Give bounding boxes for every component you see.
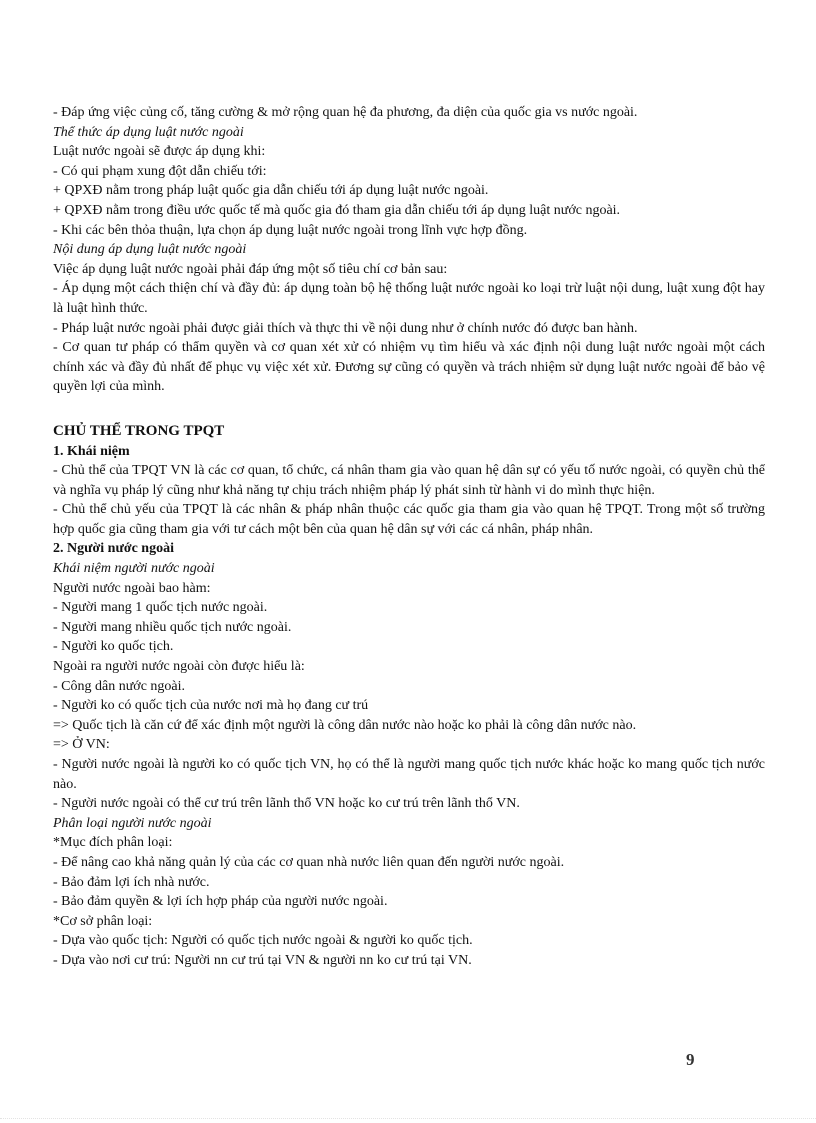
paragraph: + QPXĐ nằm trong pháp luật quốc gia dẫn chiếu tới áp dụng luật nước ngoài.	[53, 183, 489, 199]
heading-nguoi-nuoc-ngoai: 2. Người nước ngoài	[53, 541, 174, 557]
paragraph: + QPXĐ nằm trong điều ước quốc tế mà quốc gia đó tham gia dẫn chiếu tới áp dụng luật nước ngoài.	[53, 202, 621, 218]
page-number: 9	[686, 1050, 695, 1069]
subheading-the-thuc: Thể thức áp dụng luật nước ngoài	[53, 124, 244, 140]
list-item: - Người nước ngoài là người ko có quốc tịch VN, họ có thể là người mang quốc tịch nước khác hoặc ko mang quốc tịch nước nào.	[53, 757, 765, 792]
subheading-noi-dung: Nội dung áp dụng luật nước ngoài	[53, 242, 247, 258]
paragraph: - Chủ thể của TPQT VN là các cơ quan, tổ chức, cá nhân tham gia vào quan hệ dân sự có yếu tố nước ngoài, có quyền chủ thể và nghĩa vụ pháp lý cũng như khả năng tự chịu trách nhiệm pháp lý phát sinh từ hành vi do mình thực hiện.	[53, 463, 765, 498]
list-item: - Người ko có quốc tịch của nước nơi mà họ đang cư trú	[53, 698, 369, 714]
list-item: - Dựa vào quốc tịch: Người có quốc tịch nước ngoài & người ko quốc tịch.	[53, 933, 473, 949]
footer-divider	[0, 1118, 816, 1119]
paragraph: => Ở VN:	[53, 737, 110, 753]
paragraph: - Áp dụng một cách thiện chí và đầy đủ: áp dụng toàn bộ hệ thống luật nước ngoài ko loại trừ luật nội dung, luật xung đột hay là luật hình thức.	[53, 281, 765, 316]
subheading-phan-loai: Phân loại người nước ngoài	[53, 815, 212, 831]
paragraph: *Mục đích phân loại:	[53, 835, 173, 851]
paragraph: *Cơ sở phân loại:	[53, 913, 153, 929]
list-item: - Bảo đảm lợi ích nhà nước.	[53, 874, 210, 890]
list-item: - Công dân nước ngoài.	[53, 678, 186, 694]
list-item: - Người nước ngoài có thể cư trú trên lãnh thổ VN hoặc ko cư trú trên lãnh thổ VN.	[53, 796, 520, 812]
paragraph: - Cơ quan tư pháp có thẩm quyền và cơ quan xét xử có nhiệm vụ tìm hiểu và xác định nội dung luật nước ngoài một cách chính xác và đầy đủ nhất để phục vụ việc xét xử. Đương sự cũng có quyền và trách nhiệm sử dụng luật nước ngoài để bảo vệ quyền lợi của mình.	[53, 340, 765, 395]
list-item: - Người mang 1 quốc tịch nước ngoài.	[53, 600, 268, 616]
list-item: - Dựa vào nơi cư trú: Người nn cư trú tại VN & người nn ko cư trú tại VN.	[53, 952, 472, 968]
paragraph: Luật nước ngoài sẽ được áp dụng khi:	[53, 144, 266, 160]
paragraph: Việc áp dụng luật nước ngoài phải đáp ứng một số tiêu chí cơ bản sau:	[53, 261, 448, 277]
paragraph: - Pháp luật nước ngoài phải được giải thích và thực thi về nội dung như ở chính nước đó được ban hành.	[53, 320, 638, 336]
list-item: - Bảo đảm quyền & lợi ích hợp pháp của người nước ngoài.	[53, 894, 388, 910]
paragraph: - Khi các bên thỏa thuận, lựa chọn áp dụng luật nước ngoài trong lĩnh vực hợp đồng.	[53, 222, 528, 238]
paragraph: Người nước ngoài bao hàm:	[53, 580, 211, 596]
section-gap	[53, 397, 765, 420]
subheading-khai-niem-nnn: Khái niệm người nước ngoài	[53, 561, 215, 577]
list-item: - Người ko quốc tịch.	[53, 639, 174, 655]
list-item: - Người mang nhiều quốc tịch nước ngoài.	[53, 619, 292, 635]
paragraph: Ngoài ra người nước ngoài còn được hiểu là:	[53, 659, 305, 675]
heading-khai-niem: 1. Khái niệm	[53, 443, 130, 459]
paragraph: - Chủ thể chủ yếu của TPQT là các nhân & pháp nhân thuộc các quốc gia tham gia vào quan hệ TPQT. Trong một số trường hợp quốc gia cũng tham gia với tư cách một bên của quan hệ dân sự với các cá nhân, pháp nhân.	[53, 502, 765, 537]
section-title: CHỦ THỂ TRONG TPQT	[53, 422, 225, 439]
paragraph: - Có qui phạm xung đột dẫn chiếu tới:	[53, 163, 267, 179]
document-page	[53, 103, 765, 971]
list-item: - Để nâng cao khả năng quản lý của các cơ quan nhà nước liên quan đến người nước ngoài.	[53, 854, 565, 870]
paragraph: => Quốc tịch là căn cứ để xác định một người là công dân nước nào hoặc ko phải là công dân nước nào.	[53, 717, 637, 733]
paragraph: - Đáp ứng việc củng cố, tăng cường & mở rộng quan hệ đa phương, đa diện của quốc gia vs nước ngoài.	[53, 105, 638, 120]
